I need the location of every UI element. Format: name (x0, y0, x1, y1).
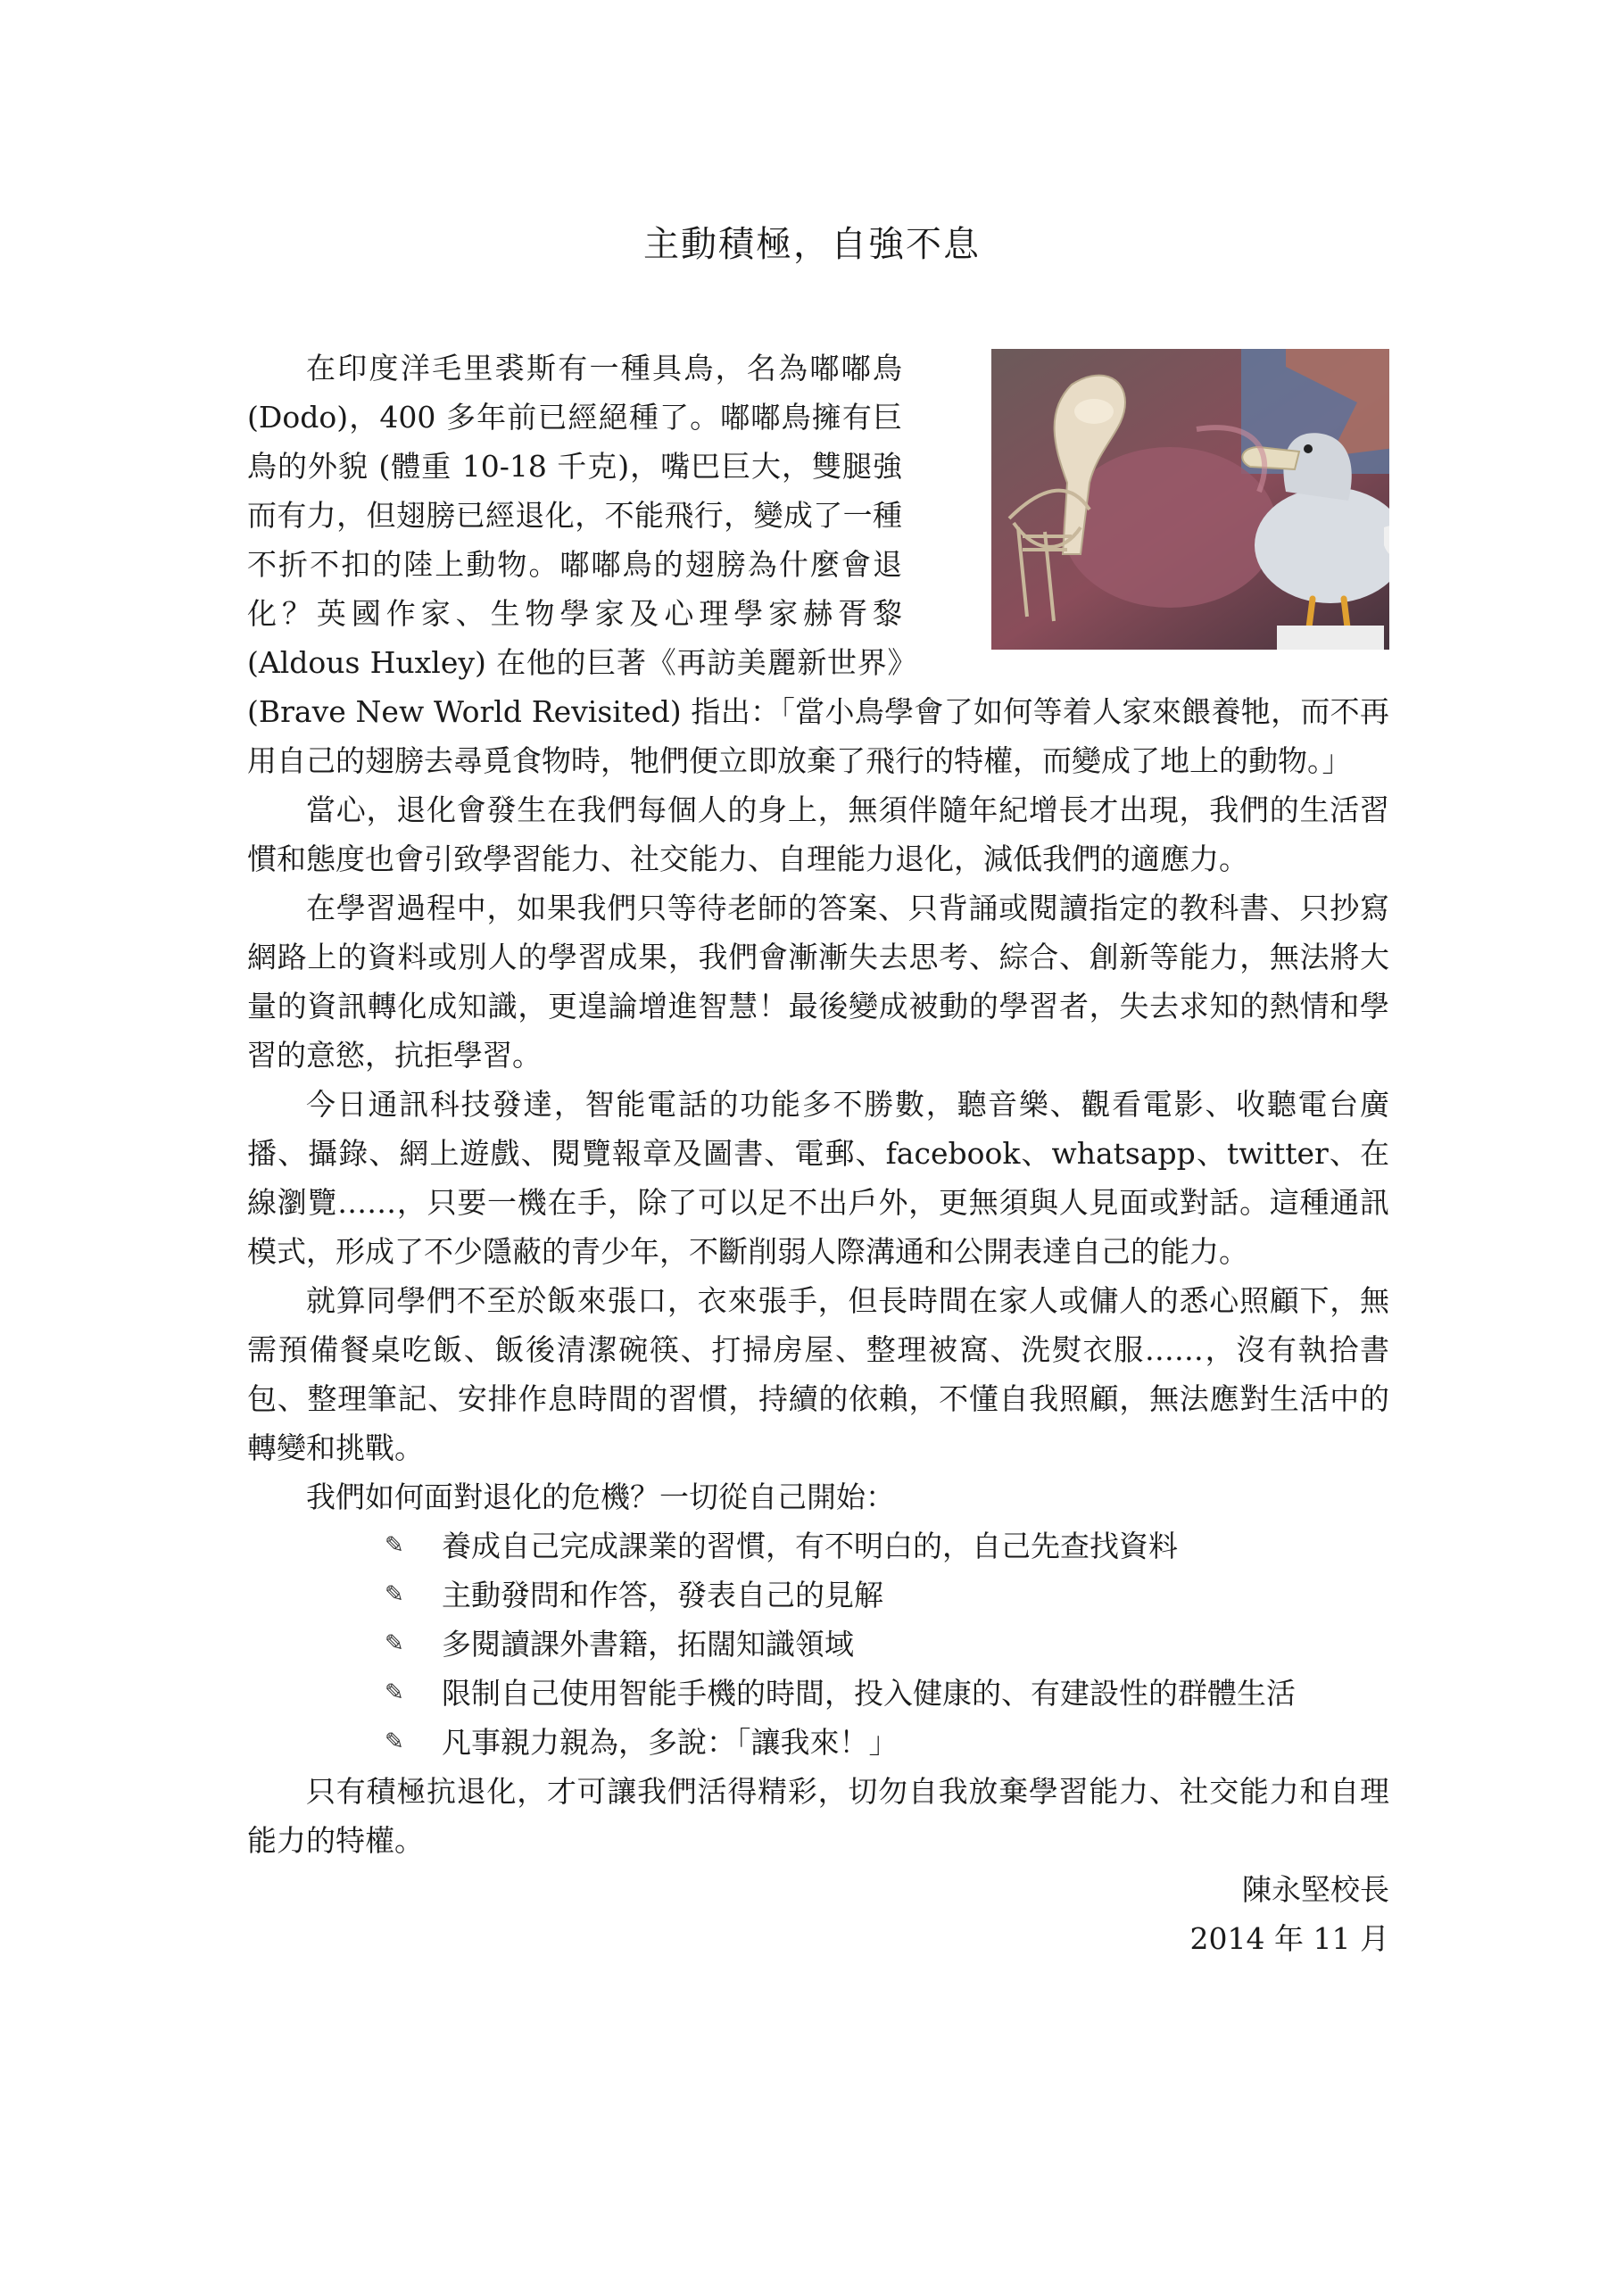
list-item (385, 1521, 1389, 1571)
paragraph-1 (247, 344, 1389, 785)
paragraph-5: 就算同學們不至於飯來張口，衣來張手，但長時間在家人或傭人的悉心照顧下，無需預備餐桌吃飯、飯後清潔碗筷、打掃房屋、整理被窩、洗熨衣服……，沒有執拾書包、整理筆記、安排作息時間的習慣，持續的依賴，不懂自我照顧，無法應對生活中的轉變和挑戰。 (247, 1283, 1389, 1465)
pencil-bullet-icon: ✎ (385, 1728, 404, 1755)
list-item-text: 凡事親力親為，多說：「讓我來！」 (442, 1725, 899, 1760)
page-title: 主動積極，自強不息 (643, 224, 981, 265)
list-item (385, 1620, 1389, 1669)
list-item (385, 1571, 1389, 1620)
date: 2014 年 11 月 (1189, 1921, 1389, 1956)
list-item-text: 主動發問和作答，發表自己的見解 (442, 1578, 883, 1612)
paragraph-4: 今日通訊科技發達，智能電話的功能多不勝數，聽音樂、觀看電影、收聽電台廣播、攝錄、網上遊戲、閱覽報章及圖書、電郵、facebook、whatsapp、twitter、在線瀏覽……，只要一機在手，除了可以足不出戶外，更無須與人見面或對話。這種通訊模式，形成了不少隱蔽的青少年，不斷削弱人際溝通和公開表達自己的能力。 (247, 1087, 1389, 1269)
signature: 陳永堅校長 (1242, 1872, 1389, 1907)
paragraph-2: 當心，退化會發生在我們每個人的身上，無須伴隨年紀增長才出現，我們的生活習慣和態度也會引致學習能力、社交能力、自理能力退化，減低我們的適應力。 (247, 792, 1389, 876)
pencil-bullet-icon: ✎ (385, 1581, 404, 1608)
list-item-text: 限制自己使用智能手機的時間，投入健康的、有建設性的群體生活 (442, 1676, 1296, 1711)
list-item-text: 多閱讀課外書籍，拓闊知識領域 (442, 1627, 854, 1662)
action-list (247, 1521, 1389, 1767)
closing-paragraph: 只有積極抗退化，才可讓我們活得精彩，切勿自我放棄學習能力、社交能力和自理能力的特權。 (247, 1774, 1389, 1858)
pencil-bullet-icon: ✎ (385, 1532, 404, 1559)
paragraph-6: 我們如何面對退化的危機？一切從自己開始： (306, 1480, 895, 1514)
list-item (385, 1718, 1389, 1767)
list-item (385, 1669, 1389, 1718)
document-body (247, 344, 1389, 1963)
paragraph-3: 在學習過程中，如果我們只等待老師的答案、只背誦或閱讀指定的教科書、只抄寫網路上的資料或別人的學習成果，我們會漸漸失去思考、綜合、創新等能力，無法將大量的資訊轉化成知識，更遑論增進智慧！最後變成被動的學習者，失去求知的熱情和學習的意慾，抗拒學習。 (247, 891, 1389, 1073)
dodo-illustration (991, 349, 1389, 650)
list-item-text: 養成自己完成課業的習慣，有不明白的，自己先查找資料 (442, 1529, 1178, 1563)
pencil-bullet-icon: ✎ (385, 1679, 404, 1706)
paragraph-1-text: 在印度洋毛里裘斯有一種具鳥，名為嘟嘟鳥 (Dodo)，400 多年前已經絕種了。嘟嘟鳥擁有巨鳥的外貌 (體重 10-18 千克)，嘴巴巨大，雙腿強而有力，但翅膀已經退化，不能飛行，變成了一種不折不扣的陸上動物。嘟嘟鳥的翅膀為什麼會退化？英國作家、生物學家及心理學家赫胥黎 (Aldous Huxley) 在他的巨著《再訪美麗新世界》(Brave New World Revisited) 指出：「當小鳥學會了如何等着人家來餵養牠，而不再用自己的翅膀去尋覓食物時，牠們便立即放棄了飛行的特權，而變成了地上的動物。」 (247, 351, 1389, 778)
dodo-image (932, 349, 1389, 650)
pencil-bullet-icon: ✎ (385, 1630, 404, 1657)
